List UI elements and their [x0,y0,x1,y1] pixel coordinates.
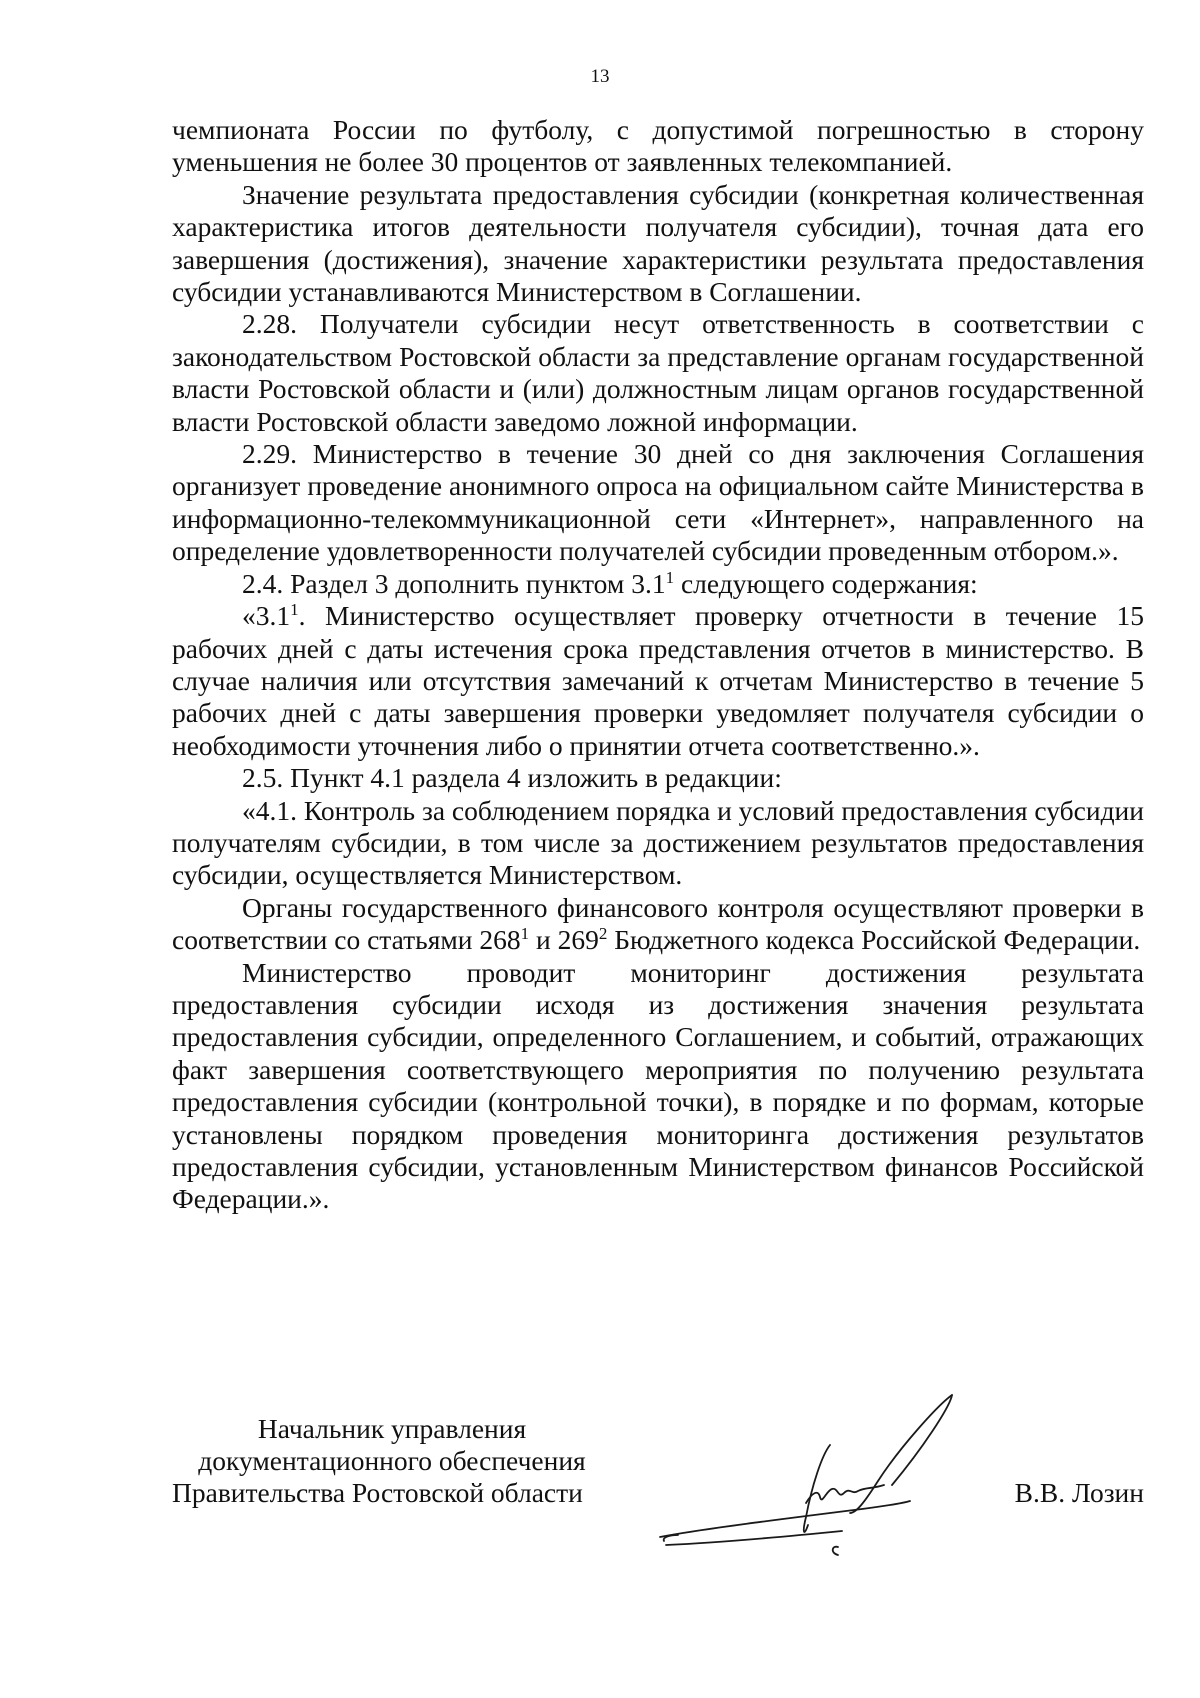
signer-title-line-2: документационного обеспечения [198,1445,586,1476]
paragraph-continuation: чемпионата России по футболу, с допустимой погрешностью в сторону уменьшения не более 30 процентов от заявленных телекомпанией. [172,114,1144,178]
signer-title-line-1: Начальник управления [257,1413,527,1444]
paragraph-monitoring: Министерство проводит мониторинг достижения результата предоставления субсидии исходя из достижения значения результата предоставления субсидии, определенного Соглашением, и событий, отражающих факт завершения соответствующего мероприятия по получению результата предоставления субсидии (контрольной точки), в порядке и по формам, которые установлены порядком проведения мониторинга достижения результатов предоставления субсидии, установленным Министерством финансов Российской Федерации.». [172,956,1144,1215]
paragraph-result-value: Значение результата предоставления субсидии (конкретная количественная характеристика итогов деятельности получателя субсидии), точная дата его завершения (достижения), значение характеристики результата предоставления субсидии устанавливаются Министерством в Соглашении. [172,178,1144,308]
paragraph-financial-control: Органы государственного финансового контроля осуществляют проверки в соответствии со статьями $268^1$ и $269^2$ Бюджетного кодекса Российской Федерации. [172,891,1144,956]
signer-title [172,1413,612,1509]
paragraph-clause-3-1-1: «$3.1^1$. Министерство осуществляет проверку отчетности в течение 15 рабочих дней с даты истечения срока представления отчетов в министерство. В случае наличия или отсутствия замечаний к отчетам Министерство в течение 5 рабочих дней с даты завершения проверки уведомляет получателя субсидии о необходимости уточнения либо о принятии отчета соответственно.». [172,600,1144,761]
paragraph-clause-4-1: «4.1. Контроль за соблюдением порядка и условий предоставления субсидии получателям субсидии, в том числе за достижением результатов предоставления субсидии, осуществляется Министерством. [172,794,1144,891]
signer-title-line-3: Правительства Ростовской области [172,1477,583,1508]
document-body [172,114,1144,1216]
handwritten-signature [652,1385,982,1560]
signer-name: В.В. Лозин [1014,1477,1144,1508]
signature-block [172,1413,1144,1573]
page-number: 13 [590,66,610,87]
paragraph-clause-2-5: 2.5. Пункт 4.1 раздела 4 изложить в редакции: [242,762,782,794]
paragraph-clause-2-4: 2.4. Раздел 3 дополнить пунктом $3.1^1$ следующего содержания: [242,567,978,599]
paragraph-clause-2-28: 2.28. Получатели субсидии несут ответственность в соответствии с законодательством Ростовской области за представление органам государственной власти Ростовской области и (или) должностным лицам органов государственной власти Ростовской области заведомо ложной информации. [172,308,1144,437]
paragraph-clause-2-29: 2.29. Министерство в течение 30 дней со дня заключения Соглашения организует проведение анонимного опроса на официальном сайте Министерства в информационно-телекоммуникационной сети «Интернет», направленного на определение удовлетворенности получателей субсидии проведенным отбором.». [172,438,1144,567]
